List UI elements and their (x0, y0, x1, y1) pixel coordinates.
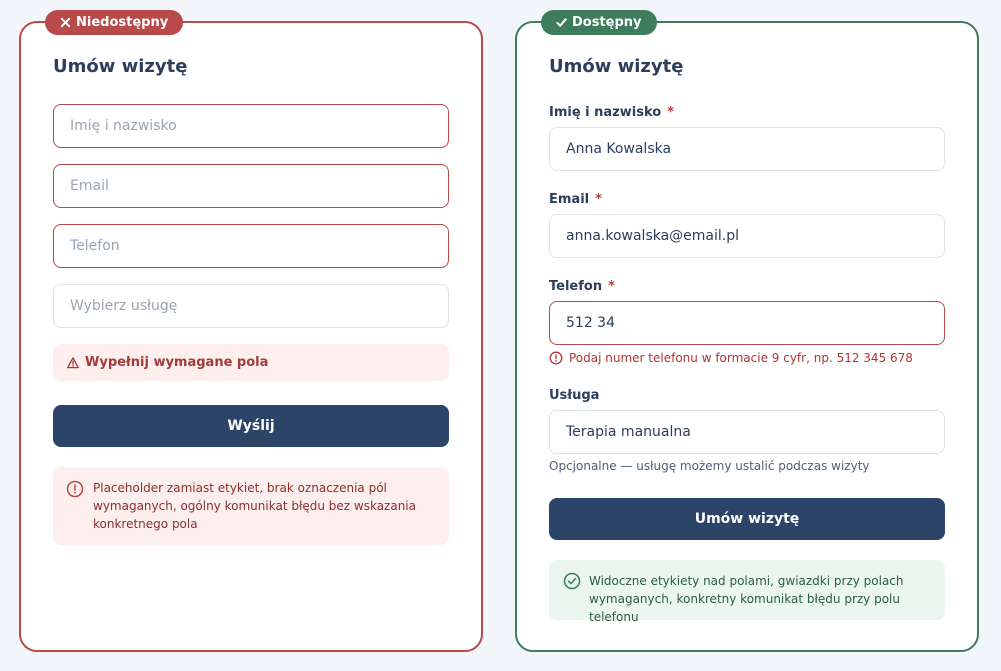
required-asterisk: * (667, 105, 675, 120)
inaccessible-badge (45, 10, 183, 35)
required-asterisk: * (608, 279, 615, 294)
check-circle-icon (563, 572, 581, 590)
phone-error-text: Podaj numer telefonu w formacie 9 cyfr, np. 512 345 678 (569, 351, 913, 365)
x-icon (60, 17, 71, 28)
error-circle-icon (66, 480, 84, 498)
name-label: Imię i nazwisko * (549, 105, 675, 120)
accessible-note-text: Widoczne etykiety nad polami, gwiazdki przy polach wymaganych, konkretny komunikat błędu przy polu telefonu (589, 574, 904, 624)
service-hint: Opcjonalne — usługę możemy ustalić podczas wizyty (549, 459, 870, 473)
inaccessible-badge-label: Niedostępny (76, 15, 169, 30)
phone-input[interactable] (53, 224, 449, 268)
inaccessible-note (53, 467, 449, 545)
accessible-badge-label: Dostępny (572, 15, 642, 30)
warning-icon (67, 357, 79, 369)
accessible-note (549, 560, 945, 624)
form-title: Umów wizytę (549, 56, 684, 77)
error-circle-icon (549, 351, 563, 365)
phone-label: Telefon * (549, 279, 615, 294)
form-title: Umów wizytę (53, 56, 188, 77)
phone-input[interactable] (549, 301, 945, 345)
book-appointment-button[interactable]: Umów wizytę (549, 498, 945, 540)
send-button[interactable]: Wyślij (53, 405, 449, 447)
email-input[interactable] (53, 164, 449, 208)
inaccessible-note-text: Placeholder zamiast etykiet, brak oznaczenia pól wymaganych, ogólny komunikat błędu bez wskazania konkretnego pola (93, 481, 416, 531)
name-placeholder: Imię i nazwisko (70, 118, 177, 134)
email-value: anna.kowalska@email.pl (566, 228, 740, 244)
generic-error-alert (53, 344, 449, 381)
required-asterisk: * (595, 192, 602, 207)
service-label: Usługa (549, 388, 600, 403)
name-value: Anna Kowalska (566, 141, 672, 157)
inaccessible-form-card (19, 15, 483, 652)
phone-placeholder: Telefon (70, 238, 120, 254)
generic-error-text: Wypełnij wymagane pola (85, 355, 269, 370)
phone-error-message (549, 351, 913, 365)
service-select[interactable] (549, 410, 945, 454)
accessible-badge (541, 10, 657, 35)
name-input[interactable] (549, 127, 945, 171)
service-select[interactable] (53, 284, 449, 328)
accessible-form-card (515, 15, 979, 652)
phone-value: 512 34 (566, 315, 615, 331)
name-input[interactable] (53, 104, 449, 148)
check-icon (556, 17, 567, 28)
email-placeholder: Email (70, 178, 109, 194)
service-placeholder: Wybierz usługę (70, 298, 178, 314)
email-label: Email * (549, 192, 602, 207)
email-input[interactable] (549, 214, 945, 258)
service-value: Terapia manualna (566, 424, 691, 440)
